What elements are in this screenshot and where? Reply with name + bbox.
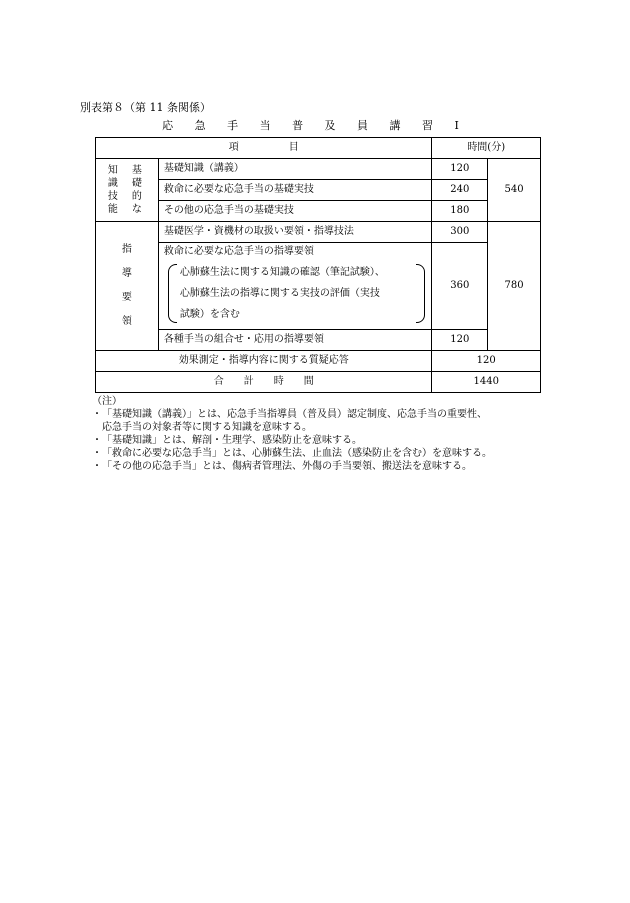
item-cell: 各種手当の組合せ・応用の指導要領 xyxy=(158,330,432,351)
qa-time: 120 xyxy=(432,351,541,372)
label-char: 識 xyxy=(107,177,118,189)
table-row xyxy=(96,180,541,201)
sub-line: 試験）を含む xyxy=(179,309,240,320)
parenthetical xyxy=(168,262,426,325)
item-cell xyxy=(158,243,432,330)
time-cell: 360 xyxy=(432,243,488,330)
table-row xyxy=(96,222,541,243)
time-cell: 180 xyxy=(432,201,488,222)
note-item xyxy=(92,447,562,460)
qa-item: 効果測定・指導内容に関する質疑応答 xyxy=(96,351,432,372)
time-cell: 240 xyxy=(432,180,488,201)
label-char: 的 xyxy=(131,190,142,202)
time-cell: 300 xyxy=(432,222,488,243)
course-table xyxy=(95,137,541,393)
table-header-row xyxy=(96,138,541,159)
label-char: 導 xyxy=(121,268,132,279)
label-char: 指 xyxy=(121,244,132,255)
item-cell: 基礎医学・資機材の取扱い要領・指導技法 xyxy=(158,222,432,243)
label-char: 礎 xyxy=(131,177,142,189)
label-char: な xyxy=(131,203,142,215)
qa-row xyxy=(96,351,541,372)
total-row xyxy=(96,372,541,393)
bullet: ・ xyxy=(92,435,102,446)
label-char: 要 xyxy=(121,292,132,303)
item-cell: 基礎知識（講義） xyxy=(158,159,432,180)
notes-section xyxy=(92,395,562,473)
left-paren xyxy=(168,264,177,323)
sub-line: 心肺蘇生法に関する知識の確認（筆記試験）、 xyxy=(179,267,385,278)
group-total: 780 xyxy=(488,222,541,351)
total-label: 合 計 時 間 xyxy=(96,372,432,393)
note-line: 「救命に必要な応急手当」とは、心肺蘇生法、止血法（感染防止を含む）を意味する。 xyxy=(102,448,492,459)
table-row xyxy=(96,159,541,180)
header-item: 項 目 xyxy=(96,138,432,159)
label-char: 領 xyxy=(121,316,132,327)
bullet: ・ xyxy=(92,461,102,472)
note-item xyxy=(92,460,562,473)
item-main: 救命に必要な応急手当の指導要領 xyxy=(163,246,314,257)
note-line: 「基礎知識（講義）」とは、応急手当指導員（普及員）認定制度、応急手当の重要性、 xyxy=(102,409,487,420)
label-char: 基 xyxy=(131,164,142,176)
header-time: 時間(分) xyxy=(432,138,541,159)
table-row xyxy=(96,330,541,351)
total-time: 1440 xyxy=(432,372,541,393)
reference-label: 別表第８（第 11 条関係） xyxy=(80,101,211,114)
table-row xyxy=(96,201,541,222)
note-item xyxy=(92,408,562,434)
item-cell: その他の応急手当の基礎実技 xyxy=(158,201,432,222)
note-line: 応急手当の対象者等に関する知識を意味する。 xyxy=(102,422,312,433)
item-cell: 救命に必要な応急手当の基礎実技 xyxy=(158,180,432,201)
document-title: 応 急 手 当 普 及 員 講 習 Ⅰ xyxy=(162,119,468,132)
label-char: 技 xyxy=(107,190,118,202)
note-item xyxy=(92,434,562,447)
table-row xyxy=(96,243,541,330)
time-cell: 120 xyxy=(432,330,488,351)
bullet: ・ xyxy=(92,448,102,459)
group-label-shido xyxy=(96,222,159,351)
sub-line: 心肺蘇生法の指導に関する実技の評価（実技 xyxy=(179,288,380,299)
label-char: 知 xyxy=(107,164,118,176)
right-paren xyxy=(416,264,425,323)
label-char: 能 xyxy=(107,203,118,215)
note-line: 「基礎知識」とは、解剖・生理学、感染防止を意味する。 xyxy=(102,435,362,446)
notes-heading: （注） xyxy=(92,396,122,407)
group-label-kiso xyxy=(96,159,159,222)
bullet: ・ xyxy=(92,409,102,420)
note-line: 「その他の応急手当」とは、傷病者管理法、外傷の手当要領、搬送法を意味する。 xyxy=(102,461,472,472)
group-total: 540 xyxy=(488,159,541,222)
time-cell: 120 xyxy=(432,159,488,180)
